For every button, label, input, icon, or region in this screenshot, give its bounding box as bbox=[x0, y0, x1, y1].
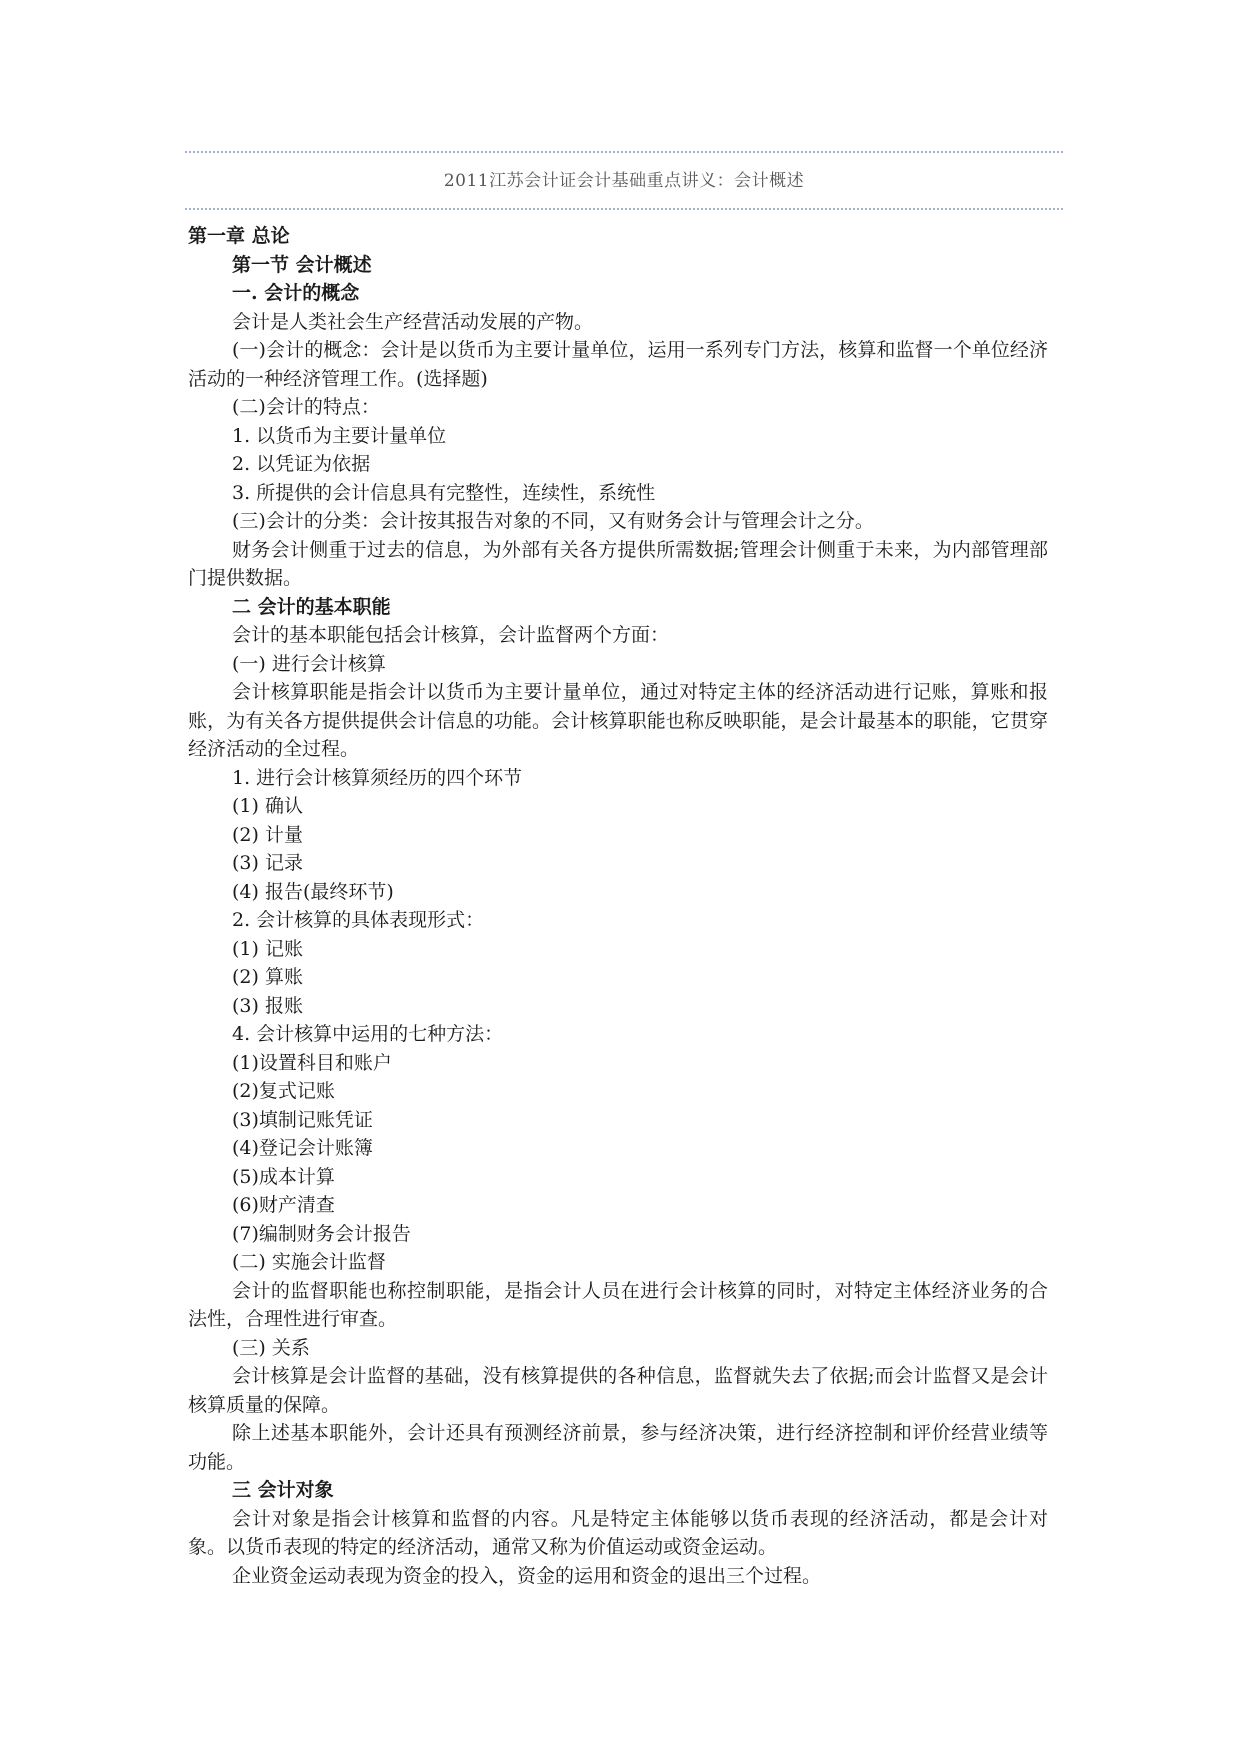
heading-concept: 一. 会计的概念 bbox=[232, 282, 360, 304]
paragraph-supervision-def: 会计的监督职能也称控制职能，是指会计人员在进行会计核算的同时，对特定主体经济业务的合法性，合理性进行审查。 bbox=[188, 1279, 1048, 1330]
list-item: 1. 以货币为主要计量单位 bbox=[232, 424, 447, 447]
list-item: (2)复式记账 bbox=[232, 1080, 335, 1102]
list-item: (1)设置科目和账户 bbox=[232, 1051, 392, 1074]
forms-heading: 2. 会计核算的具体表现形式： bbox=[232, 909, 485, 931]
paragraph-origin: 会计是人类社会生产经营活动发展的产物。 bbox=[232, 310, 594, 333]
paragraph-functions: 会计的基本职能包括会计核算，会计监督两个方面： bbox=[232, 624, 670, 646]
list-item: (3) 报账 bbox=[232, 994, 303, 1017]
stages-heading: 1. 进行会计核算须经历的四个环节 bbox=[232, 766, 523, 789]
paragraph-relation: 会计核算是会计监督的基础，没有核算提供的各种信息，监督就失去了依据;而会计监督又是会计核算质量的保障。 bbox=[188, 1365, 1048, 1416]
document-body bbox=[188, 222, 1048, 1590]
list-item: 2. 以凭证为依据 bbox=[232, 453, 371, 475]
paragraph-fin-vs-mgmt: 财务会计侧重于过去的信息，为外部有关各方提供所需数据;管理会计侧重于未来，为内部管理部门提供数据。 bbox=[188, 538, 1048, 589]
list-item: (3) 记录 bbox=[232, 852, 303, 874]
list-item: (4) 报告(最终环节) bbox=[232, 880, 394, 903]
supervision-heading: (二) 实施会计监督 bbox=[232, 1251, 386, 1273]
document-title: 2011江苏会计证会计基础重点讲义：会计概述 bbox=[443, 171, 805, 191]
list-item: (1) 记账 bbox=[232, 937, 303, 960]
section-heading: 第一节 会计概述 bbox=[232, 253, 372, 276]
methods-heading: 4. 会计核算中运用的七种方法： bbox=[232, 1023, 504, 1045]
list-item: (3)填制记账凭证 bbox=[232, 1108, 373, 1131]
bottom-divider bbox=[185, 208, 1063, 210]
heading-functions: 二 会计的基本职能 bbox=[232, 595, 391, 618]
list-item: (4)登记会计账簿 bbox=[232, 1137, 373, 1159]
top-divider bbox=[185, 151, 1063, 153]
paragraph-accounting-def: 会计核算职能是指会计以货币为主要计量单位，通过对特定主体的经济活动进行记账，算账和报账，为有关各方提供提供会计信息的功能。会计核算职能也称反映职能，是会计最基本的职能，它贯穿经济活动的全过程。 bbox=[188, 681, 1048, 760]
paragraph-concept: (一)会计的概念：会计是以货币为主要计量单位，运用一系列专门方法，核算和监督一个单位经济活动的一种经济管理工作。(选择题) bbox=[188, 339, 1048, 390]
paragraph-classification: (三)会计的分类：会计按其报告对象的不同，又有财务会计与管理会计之分。 bbox=[232, 510, 874, 532]
chapter-heading: 第一章 总论 bbox=[188, 225, 290, 247]
list-item: 3. 所提供的会计信息具有完整性，连续性，系统性 bbox=[232, 481, 656, 504]
paragraph-capital-flow: 企业资金运动表现为资金的投入，资金的运用和资金的退出三个过程。 bbox=[232, 1564, 822, 1587]
list-item: (2) 计量 bbox=[232, 823, 303, 846]
features-heading: (二)会计的特点： bbox=[232, 396, 380, 418]
heading-object: 三 会计对象 bbox=[232, 1479, 334, 1501]
paragraph-other-functions: 除上述基本职能外，会计还具有预测经济前景，参与经济决策，进行经济控制和评价经营业绩等功能。 bbox=[188, 1422, 1048, 1473]
list-item: (6)财产清查 bbox=[232, 1194, 335, 1216]
list-item: (7)编制财务会计报告 bbox=[232, 1222, 411, 1245]
list-item: (1) 确认 bbox=[232, 795, 303, 817]
relation-heading: (三) 关系 bbox=[232, 1336, 310, 1359]
accounting-heading: (一) 进行会计核算 bbox=[232, 652, 386, 675]
list-item: (2) 算账 bbox=[232, 966, 303, 988]
paragraph-object-def: 会计对象是指会计核算和监督的内容。凡是特定主体能够以货币表现的经济活动，都是会计对象。以货币表现的特定的经济活动，通常又称为价值运动或资金运动。 bbox=[188, 1507, 1048, 1558]
list-item: (5)成本计算 bbox=[232, 1165, 335, 1188]
